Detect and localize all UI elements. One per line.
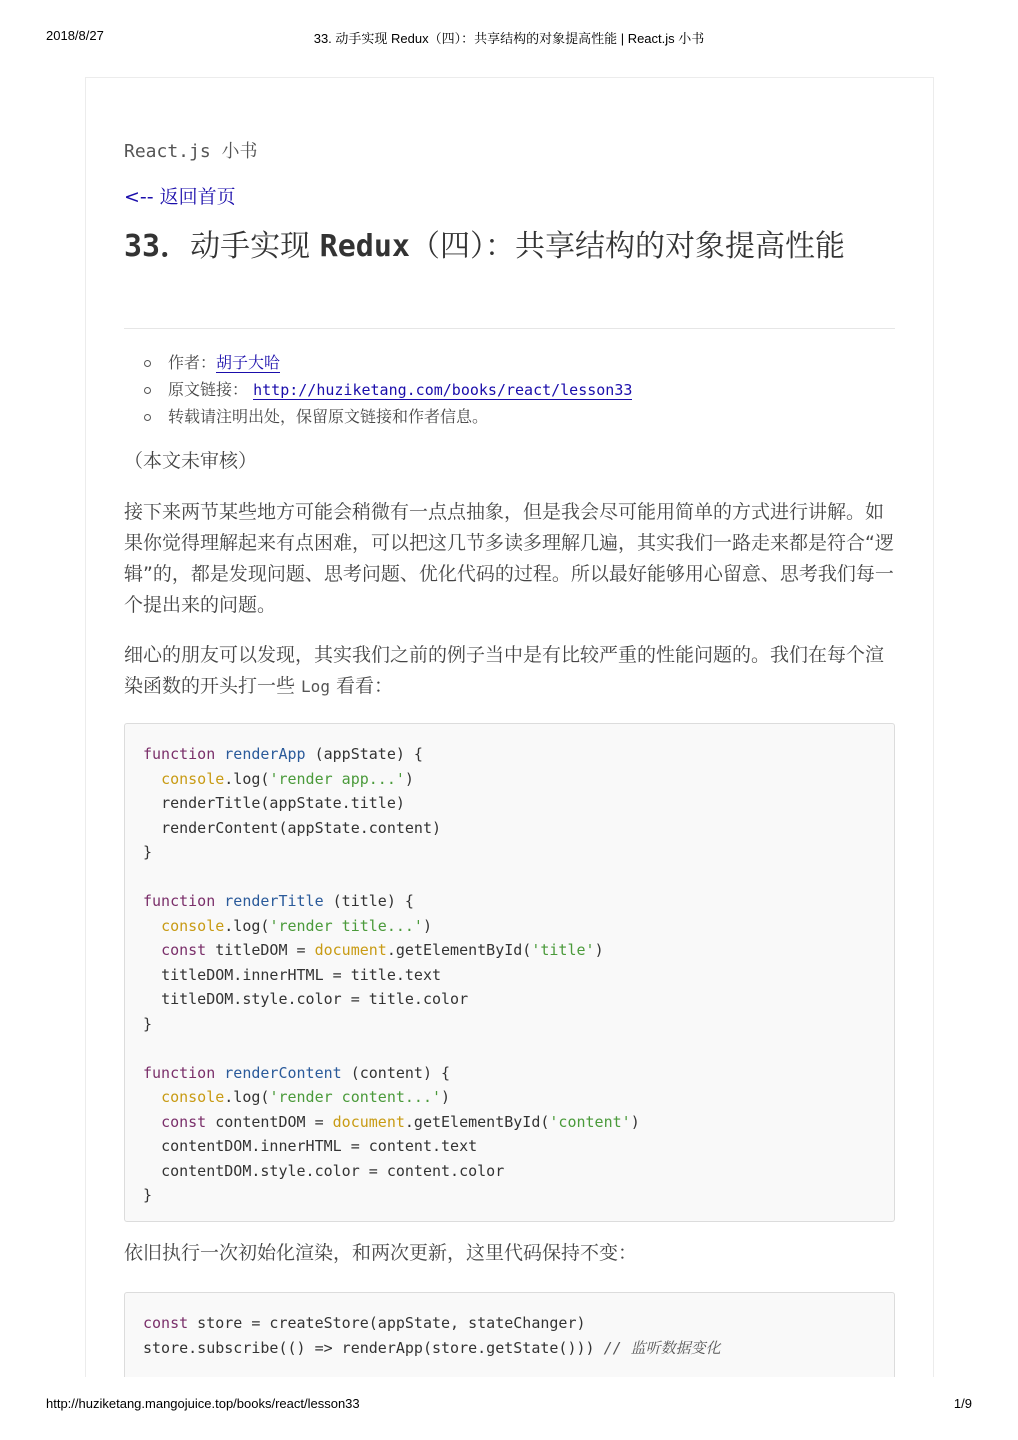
page-number: 1/9 [953,1396,972,1411]
author-label: 作者： [168,353,217,372]
intro-paragraph: 接下来两节某些地方可能会稍微有一点点抽象，但是我会尽可能用简单的方式进行讲解。如果你觉得理解起来有点困难，可以把这几节多读多理解几遍，其实我们一路走来都是符合“逻辑”的，都是发现问题、思考问题、优化代码的过程。所以最好能够用心留意、思考我们每一个提出来的问题。 [124,501,894,616]
back-home-link[interactable]: <-- 返回首页 [124,186,236,208]
title-text-2: （四）：共享结构的对象提高性能 [409,229,845,264]
performance-text-a: 细心的朋友可以发现，其实我们之前的例子当中是有比较严重的性能问题的。我们在每个渲染函数的开头打一些 [124,644,885,697]
page-title [124,228,895,266]
code-render-functions: function renderApp (appState) { console.log('render app...') renderTitle(appState.title) renderContent(appState.content) } function renderTitle (title) { console.log('render title...') const titleDOM = document.getElementById('title') titleDOM.innerHTML = title.text titleDOM.style.color = title.color } function renderContent (content) { console.log('render content...') const contentDOM = document.getElementById('content') contentDOM.innerHTML = content.text contentDOM.style.color = content.color } [143,745,640,1204]
article-meta [124,349,632,430]
print-header [0,28,1018,46]
meta-author [124,349,632,376]
print-date: 2018/8/27 [46,28,104,43]
site-title: React.js 小书 [124,141,258,162]
meta-source [124,376,632,403]
title-number: 33． [124,229,191,264]
print-page-title: 33. 动手实现 Redux（四）：共享结构的对象提高性能 | React.js 小书 [313,31,705,46]
author-link[interactable]: 胡子大哈 [216,353,281,372]
init-render-paragraph: 依旧执行一次初始化渲染，和两次更新，这里代码保持不变： [124,1242,638,1264]
code-block-render-functions [124,723,895,1222]
source-label: 原文链接： [168,380,249,399]
article-card [85,77,934,1377]
inline-code-log: Log [301,677,330,696]
title-divider [124,328,895,329]
print-url: http://huziketang.mangojuice.top/books/react/lesson33 [46,1396,360,1411]
code-store: const store = createStore(appState, stateChanger) store.subscribe(() => renderApp(store.getState())) // 监听数据变化 [143,1314,721,1357]
unreviewed-note: （本文未审核） [124,450,258,472]
source-url-link[interactable]: http://huziketang.com/books/react/lesson33 [253,381,633,399]
performance-text-b: 看看： [329,675,393,697]
performance-paragraph [124,640,895,702]
code-block-store [124,1292,895,1377]
reprint-notice: 转载请注明出处，保留原文链接和作者信息。 [168,407,489,426]
meta-notice [124,403,632,430]
title-text-mono: Redux [319,229,410,264]
title-text-1: 动手实现 [190,229,320,264]
